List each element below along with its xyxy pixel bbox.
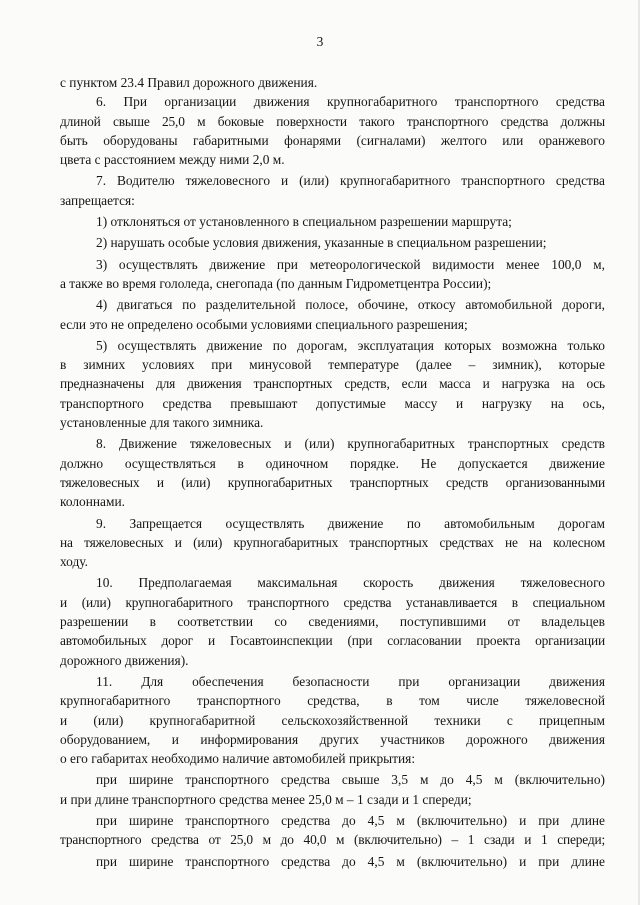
text-line: разрешении в соответствии со сведениями, поступившими от владельцев (60, 614, 605, 630)
text-line: 6. При организации движения крупногабаритного транспортного средства (96, 94, 605, 110)
text-line: 3) осуществлять движение при метеорологической видимости менее 100,0 м, (96, 256, 605, 272)
text-line: транспортного средства превышают допустимые массу и нагрузку на ось, (60, 395, 605, 411)
text-line: 8. Движение тяжеловесных и (или) крупногабаритных транспортных средств (96, 436, 605, 452)
text-line: в зимних условиях при минусовой температуре (далее – зимник), которые (60, 357, 605, 373)
text-line: 1) отклоняться от установленного в специальном разрешении маршрута; (96, 214, 512, 230)
text-line: если это не определено особыми условиями специального разрешения; (60, 316, 468, 332)
text-line: 5) осуществлять движение по дорогам, эксплуатация которых возможна только (96, 337, 605, 353)
document-body (60, 73, 605, 871)
text-line: тяжеловесных и (или) крупногабаритных транспортных средств организованными (60, 474, 605, 490)
text-line: крупногабаритного транспортного средства, в том числе тяжеловесной (60, 693, 605, 709)
text-line: транспортного средства от 25,0 м до 40,0 м (включительно) – 1 сзади и 1 спереди; (60, 832, 605, 848)
text-line: 10. Предполагаемая максимальная скорость движения тяжеловесного (96, 575, 605, 591)
text-line: и (или) крупногабаритной сельскохозяйственной техники с прицепным (60, 712, 605, 728)
text-line: и (или) крупногабаритного транспортного средства устанавливается в специальном (60, 594, 605, 610)
text-line: 7. Водителю тяжеловесного и (или) крупногабаритного транспортного средства (96, 173, 605, 189)
text-line: при ширине транспортного средства свыше 3,5 м до 4,5 м (включительно) (96, 772, 605, 788)
text-line: предназначены для движения транспортных средств, если масса и нагрузка на ось (60, 376, 605, 392)
text-line: на тяжеловесных и (или) крупногабаритных транспортных средствах не на колесном (60, 534, 605, 550)
text-line: и при длине транспортного средства менее 25,0 м – 1 сзади и 1 спереди; (60, 791, 472, 807)
text-line: длиной свыше 25,0 м боковые поверхности такого транспортного средства должны (60, 113, 605, 129)
text-line: установленные для такого зимника. (60, 415, 264, 431)
text-line: 2) нарушать особые условия движения, указанные в специальном разрешении; (96, 235, 547, 251)
text-line: быть оборудованы габаритными фонарями (сигналами) желтого или оранжевого (60, 132, 605, 148)
page-number: 3 (316, 34, 324, 49)
text-line: а также во время гололеда, снегопада (по данным Гидрометцентра России); (60, 275, 492, 291)
text-line: 11. Для обеспечения безопасности при организации движения (96, 673, 605, 689)
text-line: колоннами. (60, 494, 125, 510)
text-line: дорожного движения). (60, 652, 189, 668)
text-line: автомобильных дорог и Госавтоинспекции (при согласовании проекта организации (60, 633, 605, 649)
text-line: цвета с расстоянием между ними 2,0 м. (60, 152, 285, 168)
text-line: 4) двигаться по разделительной полосе, обочине, откосу автомобильной дороги, (96, 297, 605, 313)
text-line: о его габаритах необходимо наличие автомобилей прикрытия: (60, 751, 416, 767)
text-line: должно осуществляться в одиночном порядке. Не допускается движение (60, 455, 605, 471)
text-line: при ширине транспортного средства до 4,5 м (включительно) и при длине (96, 812, 605, 828)
text-line: с пунктом 23.4 Правил дорожного движения. (60, 75, 318, 90)
text-line: ходу. (60, 554, 89, 570)
text-line: запрещается: (60, 192, 135, 208)
text-line: при ширине транспортного средства до 4,5 м (включительно) и при длине (96, 853, 605, 869)
text-line: оборудованием, и информирования других участников дорожного движения (60, 731, 605, 747)
text-line: 9. Запрещается осуществлять движение по автомобильным дорогам (96, 515, 605, 531)
